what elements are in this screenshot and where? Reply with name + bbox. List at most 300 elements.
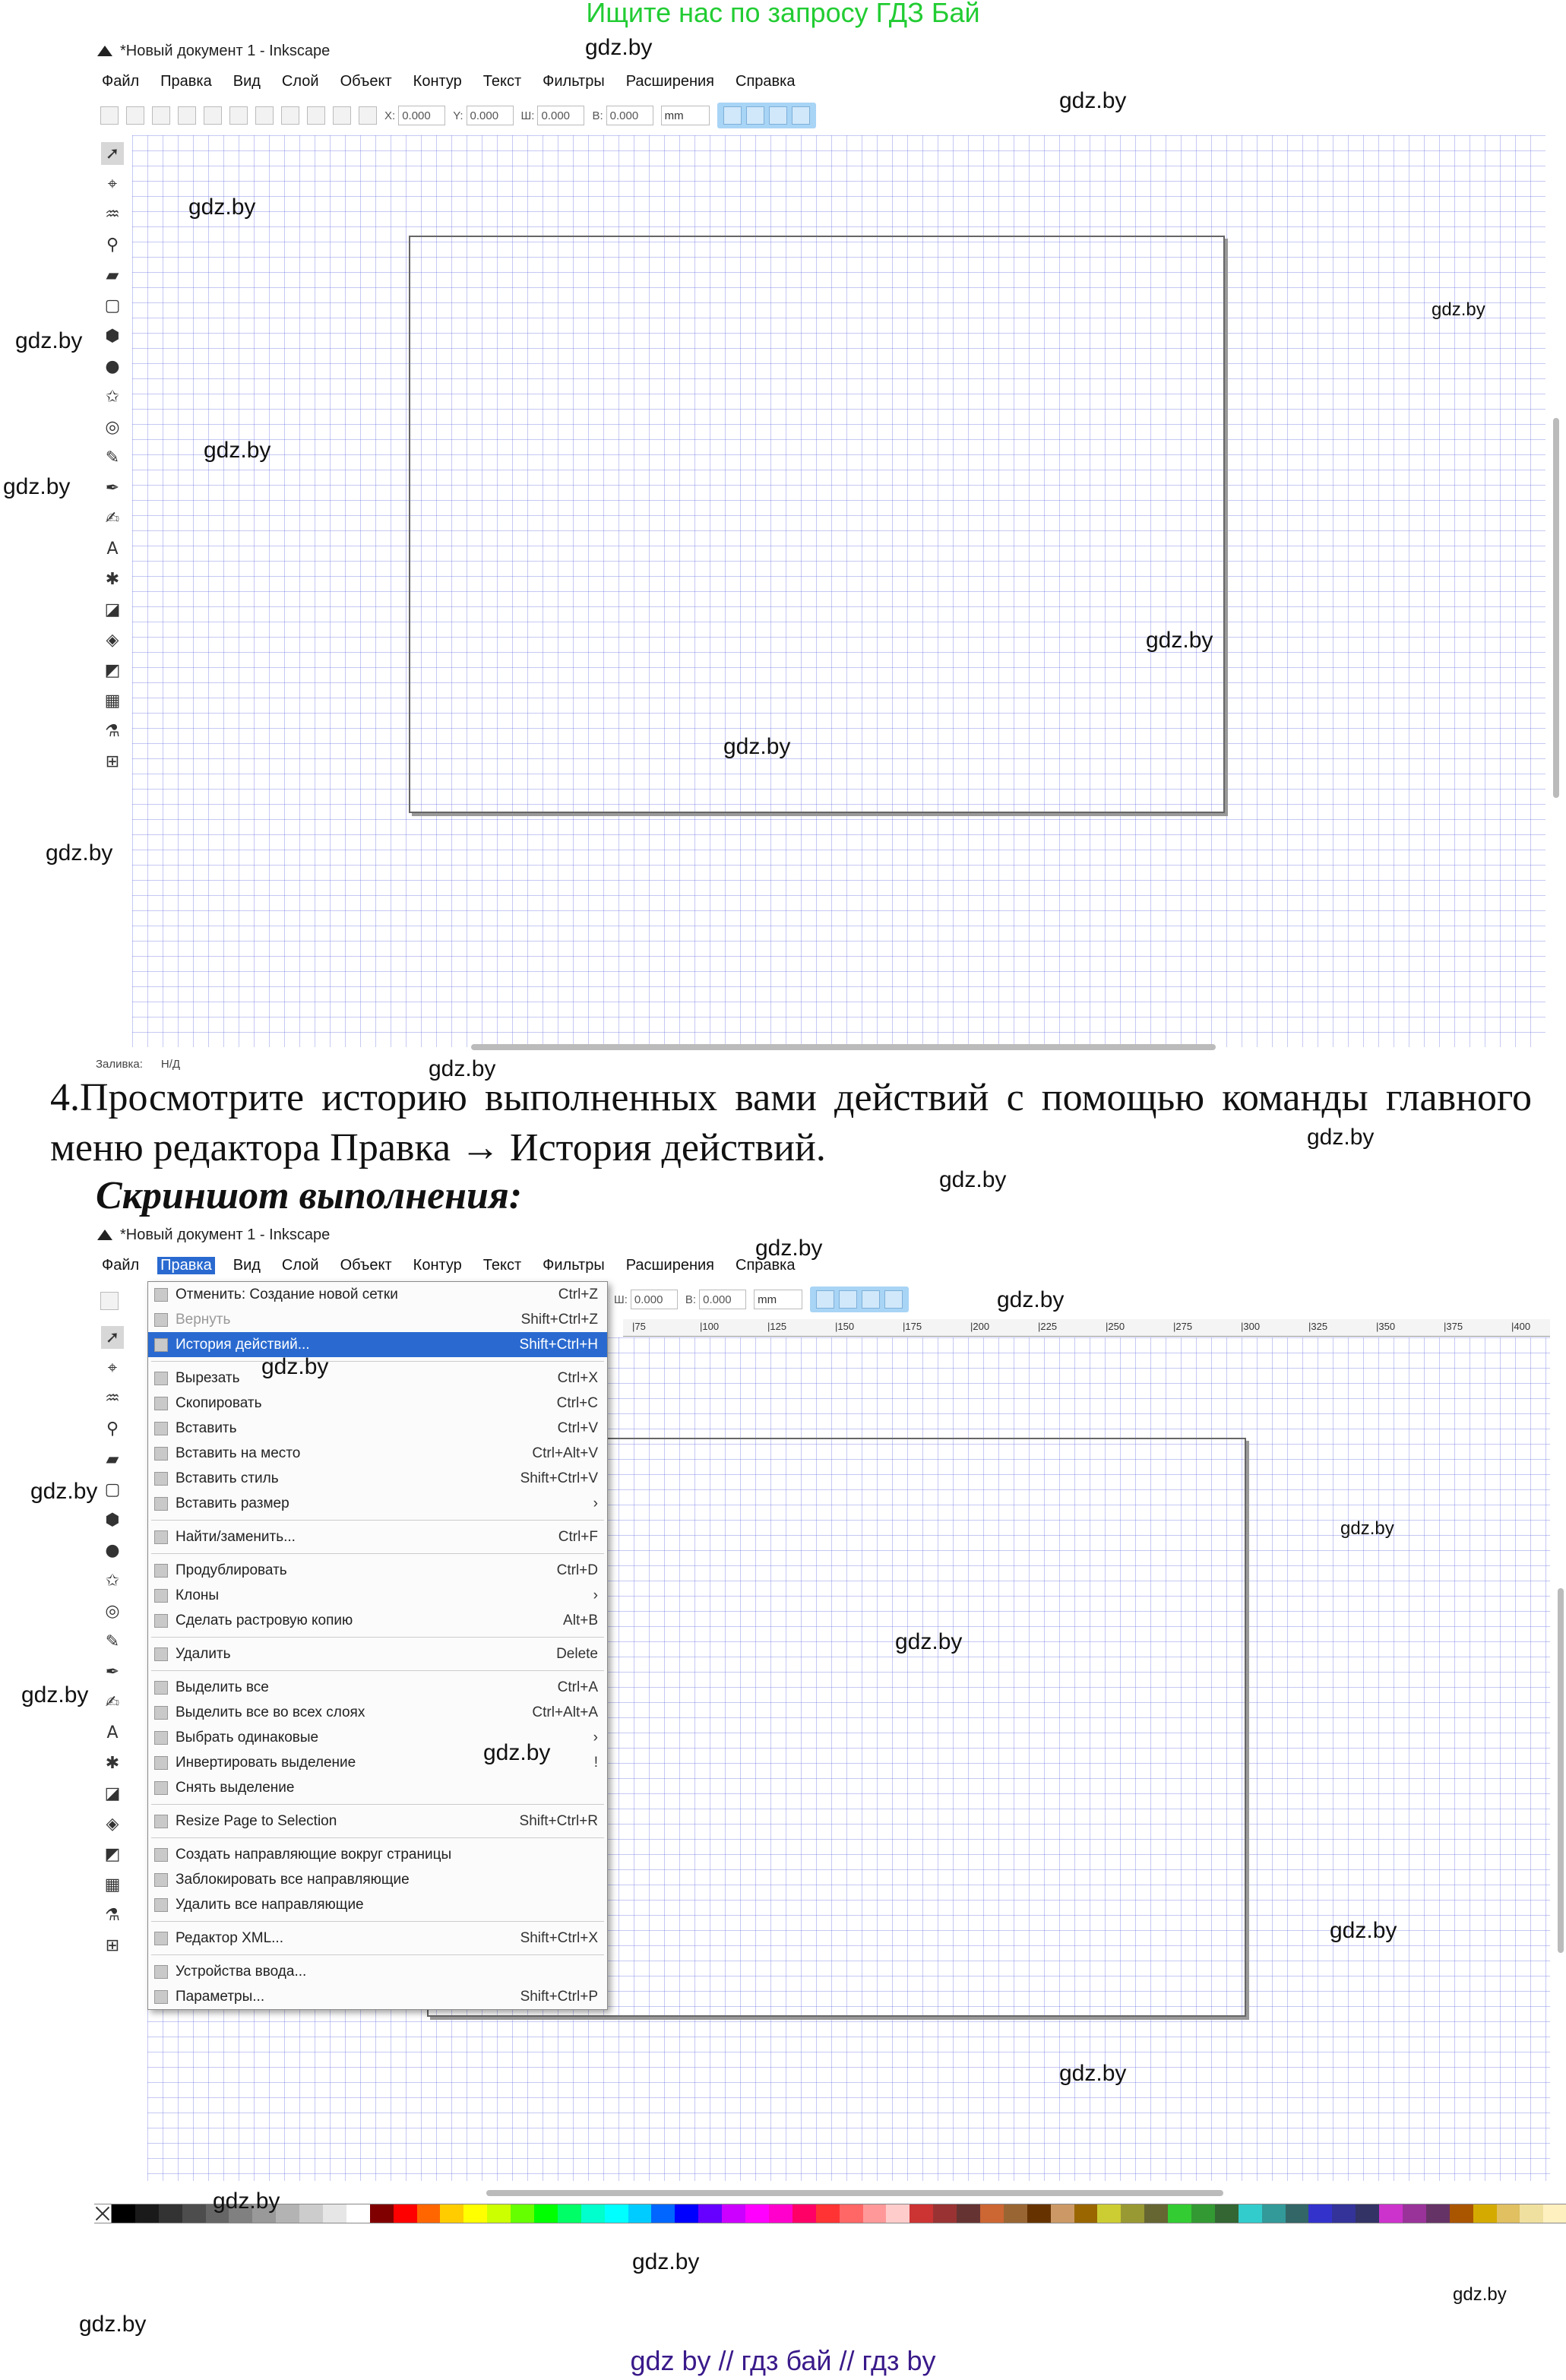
lower-icon[interactable] — [333, 106, 351, 125]
menu-item-label: Клоны — [176, 1587, 220, 1603]
mesh-tool-icon[interactable]: ▦ — [104, 691, 121, 711]
menu-item[interactable]: Текст — [482, 73, 522, 90]
menu-item-icon — [154, 1706, 168, 1720]
color-swatch[interactable] — [1121, 2204, 1144, 2223]
watermark: gdz.by — [1059, 88, 1127, 113]
watermark: gdz.by — [21, 1682, 89, 1707]
color-swatch[interactable] — [581, 2204, 605, 2223]
menu-item-shortcut: Shift+Ctrl+X — [520, 1929, 598, 1946]
bucket-tool-icon[interactable]: ◈ — [106, 1814, 119, 1834]
menu-item-icon — [154, 1898, 168, 1912]
edit-menu-item[interactable] — [148, 1524, 607, 1549]
color-swatch[interactable] — [1520, 2204, 1543, 2223]
w-input[interactable]: 0.000 — [631, 1290, 678, 1309]
menu-item-label: Resize Page to Selection — [176, 1812, 337, 1829]
raise-top-icon[interactable] — [281, 106, 299, 125]
color-swatch[interactable] — [1262, 2204, 1286, 2223]
watermark: gdz.by — [1059, 2061, 1127, 2086]
ruler-tick-label: |250 — [1106, 1321, 1125, 1332]
rotate-ccw-icon[interactable] — [178, 106, 196, 125]
menu-item[interactable]: Объект — [340, 1257, 392, 1274]
move-gradients-icon[interactable] — [862, 1290, 880, 1309]
menu-item-label: Продублировать — [176, 1562, 287, 1578]
menu-item-label: Заблокировать все направляющие — [176, 1871, 410, 1888]
watermark: gdz.by — [723, 734, 791, 759]
edit-menu-item[interactable] — [148, 1583, 607, 1608]
scale-stroke-icon[interactable] — [816, 1290, 834, 1309]
menu-item-shortcut: Ctrl+D — [556, 1562, 598, 1578]
menu-item-icon — [154, 1564, 168, 1578]
menu-item-icon — [154, 1848, 168, 1862]
menu-item-icon — [154, 1815, 168, 1828]
color-swatch[interactable] — [1074, 2204, 1098, 2223]
edit-menu-item[interactable] — [148, 1282, 607, 1307]
scale-corners-icon[interactable] — [839, 1290, 857, 1309]
color-swatch[interactable] — [722, 2204, 745, 2223]
menu-item-label: Выделить все — [176, 1679, 269, 1695]
watermark: gdz.by — [188, 195, 256, 220]
menu-item-shortcut: Ctrl+Z — [558, 1286, 598, 1302]
color-swatch[interactable] — [511, 2204, 534, 2223]
menu-item[interactable]: Объект — [340, 73, 392, 90]
x-field: X: 0.000 — [384, 106, 445, 125]
ruler-tick-label: |150 — [835, 1321, 855, 1332]
color-swatch[interactable] — [534, 2204, 558, 2223]
menu-separator — [151, 1837, 604, 1838]
bucket-tool-icon[interactable]: ◈ — [106, 630, 119, 650]
spray-tool-icon[interactable]: ✱ — [105, 569, 120, 589]
edit-menu-item[interactable] — [148, 1926, 607, 1951]
menu-item-icon — [154, 1681, 168, 1695]
zoom-tool-icon[interactable]: ⚲ — [106, 1419, 119, 1438]
edit-menu-item[interactable] — [148, 1416, 607, 1441]
watermark: gdz.by — [213, 2189, 280, 2214]
connector-tool-icon[interactable]: ⊞ — [105, 1935, 120, 1955]
menu-item[interactable]: Контур — [413, 73, 462, 90]
toolbar-1 — [100, 102, 816, 129]
color-swatch[interactable] — [370, 2204, 394, 2223]
color-swatch[interactable] — [135, 2204, 159, 2223]
menu-separator — [151, 1637, 604, 1638]
spiral-tool-icon[interactable]: ◎ — [105, 1601, 120, 1621]
color-swatch[interactable] — [417, 2204, 441, 2223]
menu-item-label: Найти/заменить... — [176, 1528, 296, 1545]
menu-item-shortcut: ! — [593, 1754, 598, 1771]
menu-item[interactable]: Вид — [233, 1257, 261, 1274]
tweak-tool-icon[interactable]: ♒ — [105, 1388, 120, 1408]
h-input[interactable]: 0.000 — [606, 106, 653, 125]
edit-menu-item[interactable] — [148, 1675, 607, 1700]
color-swatch[interactable] — [1286, 2204, 1309, 2223]
ruler-tick-label: |375 — [1444, 1321, 1463, 1332]
menu-separator — [151, 1954, 604, 1955]
color-swatch[interactable] — [816, 2204, 840, 2223]
menu-item-shortcut: Delete — [556, 1645, 598, 1662]
move-patterns-icon[interactable] — [792, 106, 810, 125]
color-swatch[interactable] — [840, 2204, 863, 2223]
pen-tool-icon[interactable]: ✒ — [105, 1662, 120, 1682]
selector-tool-icon[interactable]: ➚ — [101, 142, 124, 165]
rect-tool-icon[interactable]: ▢ — [104, 296, 121, 315]
menu-item-label: Удалить — [176, 1645, 231, 1662]
menu-item-shortcut: Ctrl+X — [557, 1369, 598, 1386]
color-swatch[interactable] — [1004, 2204, 1027, 2223]
no-paint-swatch[interactable] — [94, 2204, 112, 2223]
color-swatch[interactable] — [182, 2204, 206, 2223]
menu-item[interactable]: Файл — [102, 1257, 140, 1274]
menu-item-label: Сделать растровую копию — [176, 1612, 353, 1628]
menu-separator — [151, 1361, 604, 1362]
menu-item-icon — [154, 1990, 168, 2004]
horizontal-scrollbar-1[interactable] — [471, 1044, 1216, 1050]
color-swatch[interactable] — [1051, 2204, 1074, 2223]
menu-item-shortcut: Shift+Ctrl+P — [520, 1988, 598, 2005]
select-all-icon[interactable] — [100, 106, 119, 125]
color-swatch[interactable] — [394, 2204, 417, 2223]
scale-stroke-icon[interactable] — [723, 106, 742, 125]
ruler-tick-label: |200 — [970, 1321, 990, 1332]
select-all-layers-icon[interactable] — [126, 106, 144, 125]
watermark: gdz.by — [755, 1236, 823, 1261]
box3d-tool-icon[interactable]: ⬢ — [105, 326, 120, 346]
gradient-tool-icon[interactable]: ◩ — [104, 1844, 121, 1864]
menu-item[interactable]: Расширения — [625, 73, 715, 90]
menu-item-shortcut: › — [593, 1729, 598, 1745]
rotate-cw-icon[interactable] — [204, 106, 222, 125]
horizontal-ruler-2 — [623, 1319, 1550, 1337]
snap-group — [717, 103, 816, 128]
inkscape-logo-icon — [96, 1228, 114, 1243]
menu-item[interactable]: Правка — [157, 1257, 215, 1274]
connector-tool-icon[interactable]: ⊞ — [105, 752, 120, 771]
edit-menu-item[interactable] — [148, 1366, 607, 1391]
color-swatch[interactable] — [463, 2204, 487, 2223]
pencil-tool-icon[interactable]: ✎ — [105, 448, 120, 467]
color-swatch[interactable] — [299, 2204, 323, 2223]
top-banner: Ищите нас по запросу ГДЗ Бай — [586, 0, 980, 28]
watermark: gdz.by — [204, 438, 271, 463]
menu-item-icon — [154, 1873, 168, 1887]
menu-separator — [151, 1553, 604, 1554]
watermark: gdz.by — [939, 1167, 1007, 1192]
menu-item-shortcut: › — [593, 1495, 598, 1511]
h-input[interactable]: 0.000 — [699, 1290, 746, 1309]
caption: Скриншот выполнения: — [96, 1174, 523, 1217]
edit-menu-item[interactable] — [148, 1558, 607, 1583]
ruler-tick-label: |175 — [903, 1321, 922, 1332]
menu-item[interactable]: Справка — [736, 73, 796, 90]
fill-label: Заливка: — [96, 1058, 143, 1071]
watermark: gdz.by — [1146, 628, 1213, 653]
menu-item-icon — [154, 1932, 168, 1945]
menu-item-shortcut: Ctrl+Alt+V — [532, 1445, 598, 1461]
color-swatch[interactable] — [1450, 2204, 1473, 2223]
color-swatch[interactable] — [1215, 2204, 1239, 2223]
color-palette — [94, 2204, 1566, 2223]
color-swatch[interactable] — [1356, 2204, 1379, 2223]
color-swatch[interactable] — [605, 2204, 628, 2223]
menu-item-label: Отменить: Создание новой сетки — [176, 1286, 398, 1302]
lower-bottom-icon[interactable] — [359, 106, 377, 125]
color-swatch[interactable] — [675, 2204, 698, 2223]
menu-separator — [151, 1520, 604, 1521]
menu-item-label: Устройства ввода... — [176, 1963, 307, 1980]
menu-item-icon — [154, 1530, 168, 1544]
menu-item-label: Скопировать — [176, 1394, 262, 1411]
color-swatch[interactable] — [1497, 2204, 1520, 2223]
edit-menu-item[interactable] — [148, 1332, 607, 1357]
raise-icon[interactable] — [307, 106, 325, 125]
color-swatch[interactable] — [651, 2204, 675, 2223]
color-swatch[interactable] — [933, 2204, 957, 2223]
edit-menu-item[interactable] — [148, 1466, 607, 1491]
star-tool-icon[interactable]: ✩ — [105, 387, 120, 407]
watermark: gdz.by — [3, 474, 71, 499]
vertical-scrollbar-1[interactable] — [1553, 418, 1559, 798]
pen-tool-icon[interactable]: ✒ — [105, 478, 120, 498]
calligraphy-tool-icon[interactable]: ✍ — [105, 1692, 120, 1712]
snap-group — [810, 1287, 909, 1312]
color-swatch[interactable] — [792, 2204, 816, 2223]
spiral-tool-icon[interactable]: ◎ — [105, 417, 120, 437]
color-swatch[interactable] — [1168, 2204, 1191, 2223]
menu-item[interactable]: Слой — [281, 73, 319, 90]
color-swatch[interactable] — [1144, 2204, 1168, 2223]
text-tool-icon[interactable]: A — [106, 539, 119, 559]
edit-menu-item[interactable] — [148, 1608, 607, 1633]
color-swatch[interactable] — [1191, 2204, 1215, 2223]
tweak-tool-icon[interactable]: ♒ — [105, 204, 120, 224]
toolbox-2 — [97, 1322, 128, 1961]
dropper-tool-icon[interactable]: ⚗ — [105, 721, 120, 741]
ruler-tick-label: |125 — [767, 1321, 787, 1332]
document-page-1 — [409, 236, 1225, 813]
unit-select[interactable]: mm — [661, 106, 710, 125]
color-swatch[interactable] — [886, 2204, 910, 2223]
color-swatch[interactable] — [1332, 2204, 1356, 2223]
ruler-tick-label: |225 — [1038, 1321, 1058, 1332]
edit-menu-item[interactable] — [148, 1391, 607, 1416]
mesh-tool-icon[interactable]: ▦ — [104, 1875, 121, 1894]
menu-item-shortcut: Ctrl+C — [556, 1394, 598, 1411]
edit-menu-item[interactable] — [148, 1809, 607, 1834]
ruler-tick-label: |350 — [1376, 1321, 1396, 1332]
watermark: gdz.by — [1432, 299, 1485, 320]
move-gradients-icon[interactable] — [769, 106, 787, 125]
edit-menu-item[interactable] — [148, 1641, 607, 1666]
gradient-tool-icon[interactable]: ◩ — [104, 660, 121, 680]
menubar-1 — [99, 73, 798, 90]
menu-item-label: Выбрать одинаковые — [176, 1729, 319, 1745]
color-swatch[interactable] — [346, 2204, 370, 2223]
dropper-tool-icon[interactable]: ⚗ — [105, 1905, 120, 1925]
ruler-tick-label: |400 — [1511, 1321, 1531, 1332]
menu-item[interactable]: Расширения — [625, 1257, 715, 1274]
color-swatch[interactable] — [558, 2204, 581, 2223]
menu-item-label: Параметры... — [176, 1988, 265, 2005]
color-swatch[interactable] — [1097, 2204, 1121, 2223]
eraser-tool-icon[interactable]: ◪ — [104, 1783, 121, 1803]
menu-separator — [151, 1670, 604, 1671]
window-title-text: *Новый документ 1 - Inkscape — [120, 1226, 331, 1243]
flip-v-icon[interactable] — [255, 106, 274, 125]
edit-menu-item[interactable] — [148, 1959, 607, 1984]
scale-corners-icon[interactable] — [746, 106, 764, 125]
ruler-tick-label: |275 — [1173, 1321, 1193, 1332]
unit-select[interactable]: mm — [754, 1290, 802, 1309]
edit-menu-item[interactable] — [148, 1867, 607, 1892]
color-swatch[interactable] — [769, 2204, 792, 2223]
menu-item[interactable]: Фильтры — [543, 1257, 605, 1274]
flip-h-icon[interactable] — [229, 106, 248, 125]
color-swatch[interactable] — [1426, 2204, 1450, 2223]
menu-item[interactable]: Текст — [482, 1257, 522, 1274]
horizontal-scrollbar-2[interactable] — [486, 2190, 1223, 2196]
menu-item-shortcut: Alt+B — [563, 1612, 598, 1628]
ellipse-tool-icon[interactable]: ● — [105, 1540, 120, 1560]
menu-item-label: Вставить размер — [176, 1495, 289, 1511]
fill-value: Н/Д — [160, 1058, 181, 1071]
watermark: gdz.by — [1330, 1918, 1397, 1943]
watermark: gdz.by — [1453, 2284, 1507, 2305]
menu-item[interactable]: Правка — [160, 73, 212, 90]
menu-item-icon — [154, 1472, 168, 1486]
edit-menu-item[interactable] — [148, 1984, 607, 2009]
edit-menu-item[interactable] — [148, 1842, 607, 1867]
menu-item[interactable]: Фильтры — [543, 73, 605, 90]
color-swatch[interactable] — [323, 2204, 346, 2223]
color-swatch[interactable] — [112, 2204, 135, 2223]
deselect-icon[interactable] — [152, 106, 170, 125]
watermark: gdz.by — [997, 1287, 1065, 1312]
eraser-tool-icon[interactable]: ◪ — [104, 600, 121, 619]
color-swatch[interactable] — [1027, 2204, 1051, 2223]
menu-item-icon — [154, 1965, 168, 1979]
menu-item-icon — [154, 1497, 168, 1511]
move-patterns-icon[interactable] — [884, 1290, 903, 1309]
color-swatch[interactable] — [1473, 2204, 1497, 2223]
vertical-scrollbar-2[interactable] — [1558, 1588, 1564, 1953]
menu-item-shortcut: Ctrl+F — [558, 1528, 598, 1545]
menu-item-label: Вставить стиль — [176, 1470, 279, 1486]
edit-menu-item[interactable] — [148, 1307, 607, 1332]
inkscape-logo-icon — [96, 44, 114, 59]
x-input[interactable]: 0.000 — [398, 106, 445, 125]
instruction-text: 4.Просмотрите историю выполненных вами действий с помощью команды главного меню редактора Правка → История действий. — [50, 1076, 1532, 1169]
y-input[interactable]: 0.000 — [467, 106, 514, 125]
box3d-tool-icon[interactable]: ⬢ — [105, 1510, 120, 1530]
selector-tool-icon[interactable]: ➚ — [101, 1326, 124, 1349]
star-tool-icon[interactable]: ✩ — [105, 1571, 120, 1590]
menu-item-icon — [154, 1589, 168, 1603]
watermark: gdz.by — [632, 2249, 700, 2274]
color-swatch[interactable] — [910, 2204, 933, 2223]
edit-menu-item[interactable] — [148, 1892, 607, 1917]
menu-item[interactable]: Контур — [413, 1257, 462, 1274]
menu-item[interactable]: Слой — [281, 1257, 319, 1274]
measure-tool-icon[interactable]: ▰ — [106, 265, 119, 285]
window-title-1 — [96, 43, 330, 60]
color-swatch[interactable] — [1239, 2204, 1262, 2223]
color-swatch[interactable] — [159, 2204, 182, 2223]
menu-item-icon — [154, 1397, 168, 1410]
edit-menu-item[interactable] — [148, 1775, 607, 1800]
color-swatch[interactable] — [980, 2204, 1004, 2223]
toolbar-2 — [614, 1286, 909, 1313]
color-swatch[interactable] — [863, 2204, 887, 2223]
menu-item-label: Создать направляющие вокруг страницы — [176, 1846, 452, 1863]
edit-menu-item[interactable] — [148, 1491, 607, 1516]
select-all-icon[interactable] — [100, 1292, 119, 1310]
watermark: gdz.by — [483, 1740, 551, 1765]
watermark: gdz.by — [46, 840, 113, 866]
watermark: gdz.by — [1340, 1518, 1394, 1539]
zoom-tool-icon[interactable]: ⚲ — [106, 235, 119, 255]
menu-item-icon — [154, 1338, 168, 1352]
h-field: В: 0.000 — [592, 106, 653, 125]
ellipse-tool-icon[interactable]: ● — [105, 356, 120, 376]
menu-item-icon — [154, 1647, 168, 1661]
menu-item-label: Инвертировать выделение — [176, 1754, 356, 1771]
node-tool-icon[interactable]: ⌖ — [107, 1358, 118, 1378]
ruler-tick-label: |300 — [1241, 1321, 1261, 1332]
menu-item[interactable]: Справка — [736, 1257, 796, 1274]
color-swatch[interactable] — [628, 2204, 652, 2223]
w-field: Ш: 0.000 — [614, 1290, 678, 1309]
menu-item-icon — [154, 1614, 168, 1628]
menu-item-icon — [154, 1313, 168, 1327]
calligraphy-tool-icon[interactable]: ✍ — [105, 508, 120, 528]
menu-item-label: Выделить все во всех слоях — [176, 1704, 365, 1720]
color-swatch[interactable] — [1379, 2204, 1403, 2223]
menu-item[interactable]: Вид — [233, 73, 261, 90]
menu-item-icon — [154, 1447, 168, 1461]
menu-item[interactable]: Файл — [102, 73, 140, 90]
menu-item-icon — [154, 1372, 168, 1385]
color-swatch[interactable] — [1308, 2204, 1332, 2223]
w-input[interactable]: 0.000 — [537, 106, 584, 125]
w-field: Ш: 0.000 — [521, 106, 585, 125]
color-swatch[interactable] — [745, 2204, 769, 2223]
text-tool-icon[interactable]: A — [106, 1723, 119, 1742]
spray-tool-icon[interactable]: ✱ — [105, 1753, 120, 1773]
watermark: gdz.by — [895, 1629, 963, 1654]
color-swatch[interactable] — [957, 2204, 980, 2223]
color-swatch[interactable] — [487, 2204, 511, 2223]
edit-menu-item[interactable] — [148, 1700, 607, 1725]
color-swatch[interactable] — [1543, 2204, 1566, 2223]
bottom-banner: gdz by // гдз бай // гдз by — [630, 2345, 936, 2376]
menu-item-label: Вырезать — [176, 1369, 240, 1386]
pencil-tool-icon[interactable]: ✎ — [105, 1632, 120, 1651]
color-swatch[interactable] — [1403, 2204, 1426, 2223]
color-swatch[interactable] — [698, 2204, 722, 2223]
menu-item-shortcut: Ctrl+V — [557, 1419, 598, 1436]
ruler-tick-label: |75 — [632, 1321, 646, 1332]
edit-menu-item[interactable] — [148, 1441, 607, 1466]
menu-item-shortcut: Ctrl+A — [557, 1679, 598, 1695]
node-tool-icon[interactable]: ⌖ — [107, 174, 118, 194]
measure-tool-icon[interactable]: ▰ — [106, 1449, 119, 1469]
menu-item-shortcut: Shift+Ctrl+H — [519, 1336, 598, 1353]
watermark: gdz.by — [15, 328, 83, 353]
color-swatch[interactable] — [440, 2204, 463, 2223]
ruler-tick-label: |100 — [700, 1321, 720, 1332]
watermark: gdz.by — [1307, 1125, 1375, 1150]
watermark: gdz.by — [261, 1354, 329, 1379]
watermark: gdz.by — [79, 2312, 147, 2337]
rect-tool-icon[interactable]: ▢ — [104, 1480, 121, 1499]
